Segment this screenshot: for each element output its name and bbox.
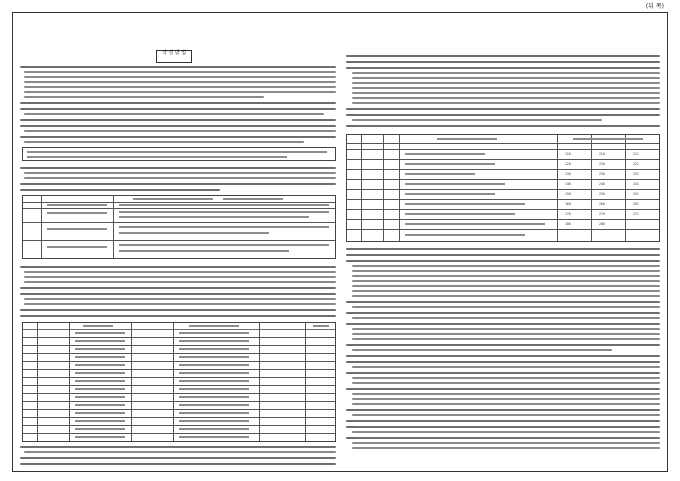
table-cell-value: 280 <box>599 222 605 226</box>
table-cell-value: 231 <box>633 172 639 176</box>
table-cell-value: 180 <box>565 222 571 226</box>
instructions-title-text: 작 성 방 법 <box>161 50 187 56</box>
table-cell-value: 230 <box>599 172 605 176</box>
page-side-label: (뒤 쪽) <box>645 3 664 10</box>
table-cell-value: 250 <box>599 192 605 196</box>
table-cell-value: 260 <box>599 202 605 206</box>
table-cell-value: 110 <box>565 152 571 156</box>
table-cell-value: 221 <box>633 162 639 166</box>
table-cell-value: 130 <box>565 172 571 176</box>
table-cell-value: 220 <box>599 162 605 166</box>
code-table-1 <box>22 195 336 259</box>
table-cell-value: 170 <box>565 212 571 216</box>
table-cell-value: 140 <box>565 182 571 186</box>
table-cell-value: 271 <box>633 212 639 216</box>
table-cell-value: 261 <box>633 202 639 206</box>
note-box <box>22 147 336 161</box>
table-cell-value: 241 <box>633 182 639 186</box>
table-cell-value: 160 <box>565 202 571 206</box>
table-cell-value: 251 <box>633 192 639 196</box>
instructions-title <box>156 50 192 63</box>
table-cell-value: 120 <box>565 162 571 166</box>
table-cell-value: 270 <box>599 212 605 216</box>
table-cell-value: 210 <box>599 152 605 156</box>
code-table-2 <box>22 322 336 442</box>
table-cell-value: 240 <box>599 182 605 186</box>
code-table-3 <box>346 134 660 242</box>
table-cell-value: 150 <box>565 192 571 196</box>
table-cell-value: 211 <box>633 152 639 156</box>
